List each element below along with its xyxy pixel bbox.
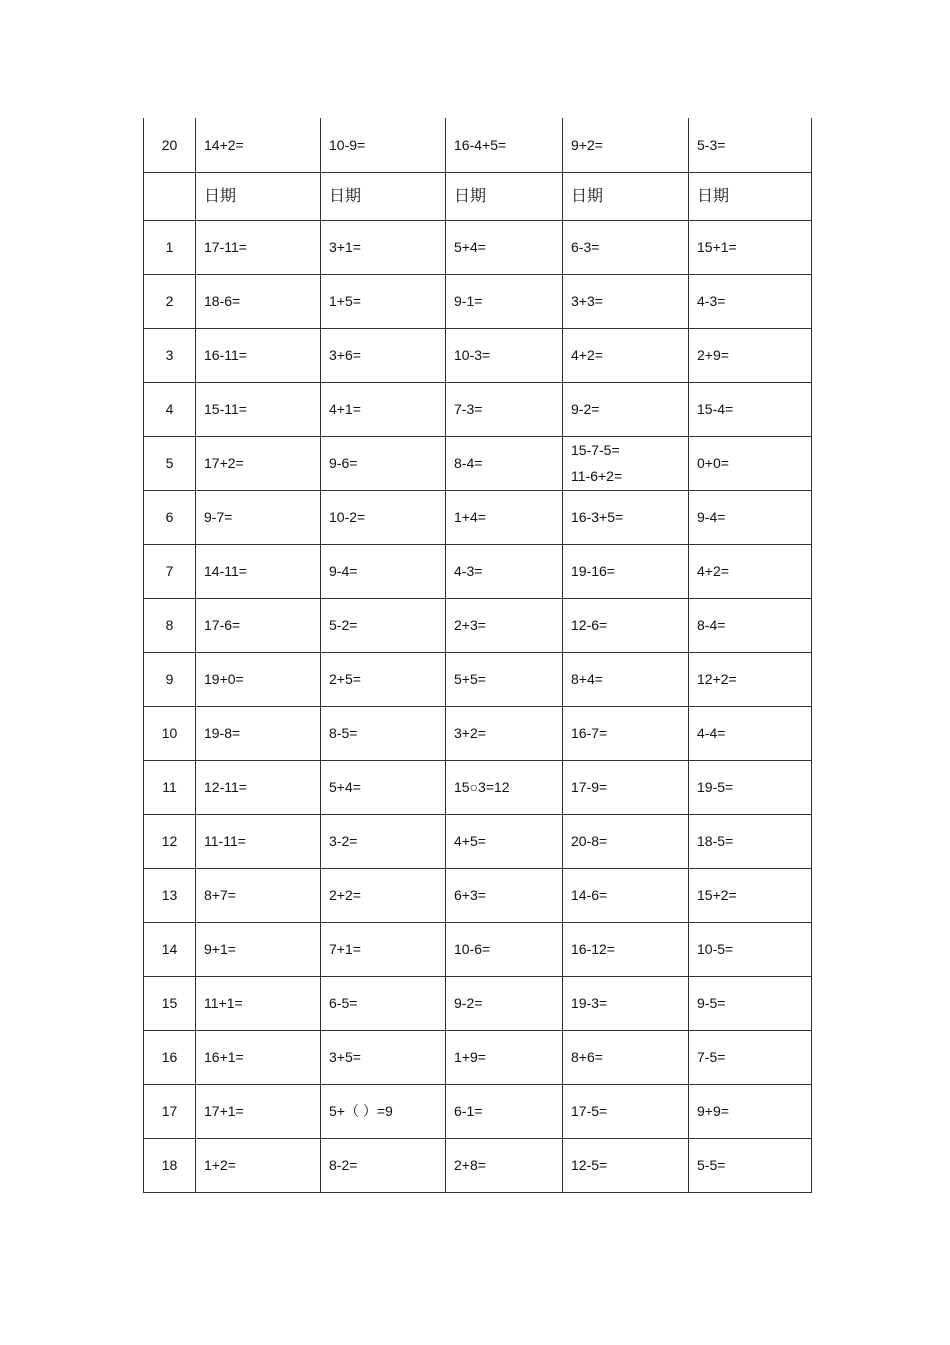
row-number: 18: [144, 1138, 196, 1192]
row-number: 3: [144, 328, 196, 382]
problem-cell: 15+2=: [689, 868, 812, 922]
problem-cell: 16-3+5=: [563, 490, 689, 544]
row-number: 7: [144, 544, 196, 598]
table-row: [144, 328, 812, 382]
problem-cell: 7-5=: [689, 1030, 812, 1084]
row-number: 13: [144, 868, 196, 922]
problem-cell: 18-6=: [196, 274, 321, 328]
row-number: 1: [144, 220, 196, 274]
problem-cell: 4+2=: [689, 544, 812, 598]
problem-cell: 4+5=: [446, 814, 563, 868]
table-row: [144, 814, 812, 868]
problem-cell: 8+7=: [196, 868, 321, 922]
problem-cell: 17+2=: [196, 436, 321, 490]
problem-cell: 15+1=: [689, 220, 812, 274]
problem-cell: 9+1=: [196, 922, 321, 976]
problem-cell: 11-11=: [196, 814, 321, 868]
row-number: 14: [144, 922, 196, 976]
table-row: [144, 1084, 812, 1138]
problem-cell: 19-16=: [563, 544, 689, 598]
table-row: [144, 922, 812, 976]
problem-line: 15-7-5=: [571, 442, 620, 458]
problem-cell: 2+2=: [321, 868, 446, 922]
date-label: 日期: [196, 172, 321, 220]
problem-cell: 6-5=: [321, 976, 446, 1030]
problem-cell: 1+4=: [446, 490, 563, 544]
problem-cell: 17-5=: [563, 1084, 689, 1138]
problem-cell: 8-4=: [446, 436, 563, 490]
problem-cell: 5+（ ）=9: [321, 1084, 446, 1138]
date-label: 日期: [321, 172, 446, 220]
table-row: [144, 544, 812, 598]
problem-cell: 5+4=: [446, 220, 563, 274]
problem-cell: 9-5=: [689, 976, 812, 1030]
problem-cell: 8-5=: [321, 706, 446, 760]
problem-cell: 5-3=: [689, 118, 812, 172]
table-row: [144, 706, 812, 760]
problem-cell: 9-6=: [321, 436, 446, 490]
problem-cell: 4+1=: [321, 382, 446, 436]
problem-line: 11-6+2=: [571, 468, 623, 484]
problem-cell: 17+1=: [196, 1084, 321, 1138]
problem-cell: 3-2=: [321, 814, 446, 868]
problem-cell: 4-4=: [689, 706, 812, 760]
row-number: [144, 172, 196, 220]
problem-cell: 2+9=: [689, 328, 812, 382]
problem-cell: 4-3=: [446, 544, 563, 598]
problem-cell: 15-11=: [196, 382, 321, 436]
worksheet: [143, 118, 811, 1193]
problem-cell: 14+2=: [196, 118, 321, 172]
problem-cell: 19+0=: [196, 652, 321, 706]
problem-cell: 9-2=: [446, 976, 563, 1030]
problem-cell: 7-3=: [446, 382, 563, 436]
problem-cell: 15○3=12: [446, 760, 563, 814]
arithmetic-table: [143, 118, 812, 1193]
problem-cell: 19-3=: [563, 976, 689, 1030]
row-number: 2: [144, 274, 196, 328]
row-number: 11: [144, 760, 196, 814]
problem-cell: 1+9=: [446, 1030, 563, 1084]
table-row: [144, 490, 812, 544]
table-body: [144, 118, 812, 1192]
row-number: 6: [144, 490, 196, 544]
problem-cell: 8+6=: [563, 1030, 689, 1084]
row-number: 4: [144, 382, 196, 436]
problem-cell: 8-2=: [321, 1138, 446, 1192]
problem-cell: 17-6=: [196, 598, 321, 652]
problem-cell: 20-8=: [563, 814, 689, 868]
row-number: 12: [144, 814, 196, 868]
problem-cell: 10-5=: [689, 922, 812, 976]
problem-cell: 19-5=: [689, 760, 812, 814]
problem-cell: 6+3=: [446, 868, 563, 922]
row-number: 16: [144, 1030, 196, 1084]
date-header-row: [144, 172, 812, 220]
problem-cell: 2+8=: [446, 1138, 563, 1192]
problem-cell: 3+3=: [563, 274, 689, 328]
problem-cell: 12-5=: [563, 1138, 689, 1192]
problem-cell: 17-11=: [196, 220, 321, 274]
table-row: [144, 436, 812, 490]
problem-cell: 12+2=: [689, 652, 812, 706]
problem-cell: 9+9=: [689, 1084, 812, 1138]
row-number: 9: [144, 652, 196, 706]
problem-cell: 4-3=: [689, 274, 812, 328]
row-number: 8: [144, 598, 196, 652]
table-row: [144, 274, 812, 328]
problem-cell: 8+4=: [563, 652, 689, 706]
problem-cell: 9-1=: [446, 274, 563, 328]
table-row: [144, 1138, 812, 1192]
problem-cell: 0+0=: [689, 436, 812, 490]
date-label: 日期: [689, 172, 812, 220]
problem-cell: 18-5=: [689, 814, 812, 868]
table-row: [144, 760, 812, 814]
problem-cell: 19-8=: [196, 706, 321, 760]
problem-cell: 3+2=: [446, 706, 563, 760]
problem-cell: 4+2=: [563, 328, 689, 382]
problem-cell: 11+1=: [196, 976, 321, 1030]
problem-cell: 9-2=: [563, 382, 689, 436]
problem-cell: 9-7=: [196, 490, 321, 544]
date-label: 日期: [446, 172, 563, 220]
problem-cell: 6-1=: [446, 1084, 563, 1138]
problem-cell: 17-9=: [563, 760, 689, 814]
problem-cell: 9+2=: [563, 118, 689, 172]
row-number: 10: [144, 706, 196, 760]
problem-cell: 10-9=: [321, 118, 446, 172]
problem-cell: 3+5=: [321, 1030, 446, 1084]
table-row: [144, 976, 812, 1030]
problem-cell: 16-7=: [563, 706, 689, 760]
problem-cell: 9-4=: [689, 490, 812, 544]
problem-cell: 8-4=: [689, 598, 812, 652]
problem-cell: 2+5=: [321, 652, 446, 706]
problem-cell: 10-2=: [321, 490, 446, 544]
problem-cell: 12-11=: [196, 760, 321, 814]
problem-cell: 10-6=: [446, 922, 563, 976]
problem-cell: 16+1=: [196, 1030, 321, 1084]
problem-cell: 3+6=: [321, 328, 446, 382]
problem-cell: 7+1=: [321, 922, 446, 976]
problem-cell: 10-3=: [446, 328, 563, 382]
table-row: [144, 652, 812, 706]
table-row: [144, 382, 812, 436]
row-number: 5: [144, 436, 196, 490]
row-number: 20: [144, 118, 196, 172]
table-row: [144, 220, 812, 274]
table-row: [144, 118, 812, 172]
problem-cell: 16-12=: [563, 922, 689, 976]
problem-cell: 16-4+5=: [446, 118, 563, 172]
problem-cell: 15-4=: [689, 382, 812, 436]
date-label: 日期: [563, 172, 689, 220]
table-row: [144, 1030, 812, 1084]
row-number: 17: [144, 1084, 196, 1138]
table-row: [144, 598, 812, 652]
problem-cell: 12-6=: [563, 598, 689, 652]
problem-cell: 5-2=: [321, 598, 446, 652]
problem-cell: 1+2=: [196, 1138, 321, 1192]
problem-cell: 5+4=: [321, 760, 446, 814]
problem-cell: 6-3=: [563, 220, 689, 274]
problem-cell: 3+1=: [321, 220, 446, 274]
problem-cell: 5+5=: [446, 652, 563, 706]
problem-cell: 14-11=: [196, 544, 321, 598]
table-row: [144, 868, 812, 922]
problem-cell: 9-4=: [321, 544, 446, 598]
row-number: 15: [144, 976, 196, 1030]
problem-cell: 2+3=: [446, 598, 563, 652]
problem-cell: 1+5=: [321, 274, 446, 328]
problem-cell: 16-11=: [196, 328, 321, 382]
problem-cell: [563, 436, 689, 490]
problem-cell: 5-5=: [689, 1138, 812, 1192]
problem-cell: 14-6=: [563, 868, 689, 922]
